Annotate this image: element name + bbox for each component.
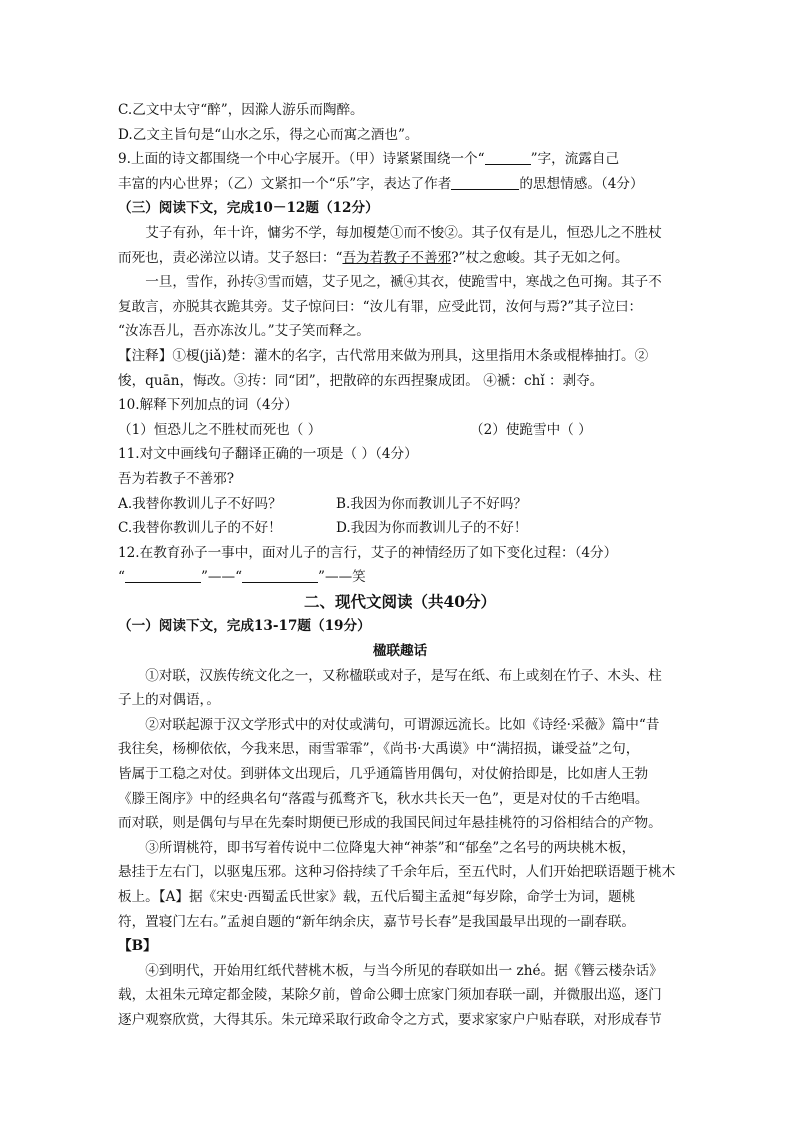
q9-answer-blank-2[interactable] [451, 174, 519, 190]
q12-answer-blank-1[interactable] [125, 567, 201, 583]
question-12-blanks [118, 565, 682, 590]
q12-open-quote: “ [118, 569, 125, 586]
document-page [118, 98, 682, 1033]
q11-option-c[interactable]: C.我替你教训儿子的不好！ [118, 520, 282, 537]
question-11-options-cd [118, 516, 682, 541]
q11-option-b[interactable]: B.我因为你而教训儿子不好吗？ [336, 495, 528, 512]
article-p4-line3: 逐户观察欣赏，大得其乐。朱元璋采取行政命令之方式，要求家家户户贴春联，对形成春节 [118, 1011, 662, 1028]
article-p2-line4: 《滕王阁序》中的经典名句“落霞与孤鹜齐飞，秋水共长天一色”，更是对仗的千古绝唱。 [118, 790, 649, 807]
passage-p1-text-b: ?”杖之愈峻。其子无如之何。 [451, 249, 629, 266]
article-p3-line4: 符，置寝门左右。”孟昶自题的“新年纳余庆，嘉节号长春”是我国最早出现的一副春联。 [118, 913, 636, 930]
q9-text-line2-post: 的思想情感。（4分） [519, 175, 644, 192]
article-p2-line1: ②对联起源于汉文学形式中的对仗或满句，可谓源远流长。比如《诗经·采薇》篇中“昔 [145, 716, 660, 733]
article-title: 楹联趣话 [372, 643, 428, 660]
question-12-title: 12.在教育孙子一事中，面对儿子的言行，艾子的神情经历了如下变化过程：（4分） [118, 544, 618, 561]
q12-mid: ”——“ [200, 569, 243, 586]
article-p3-line1: ③所谓桃符，即书写着传说中二位降鬼大神“神荼”和“郁垒”之名号的两块桃木板， [145, 839, 636, 856]
passage-p1-line2 [118, 246, 682, 271]
question-11-options-ab [118, 492, 682, 517]
article-p2-line2: 我往矣，杨柳依依，今我来思，雨雪霏霏”，《尚书·大禹谟》中“满招损，谦受益”之句， [118, 741, 640, 758]
notes-line1: 【注释】①榎(jiǎ)楚：灌木的名字，古代常用来做为刑具，这里指用木条或棍棒抽打。② [118, 347, 649, 364]
article-p2-line5: 而对联，则是偶句与早在先秦时期便已形成的我国民间过年悬挂桃符的习俗相结合的产物。 [118, 815, 662, 832]
article-p1-line1: ①对联，汉族传统文化之一，又称楹联或对子，是写在纸、布上或刻在竹子、木头、柱 [145, 667, 662, 684]
passage-p2-line1: 一旦，雪作，孙抟③雪而嬉，艾子见之，褫④其衣，使跪雪中，寒战之色可掬。其子不 [145, 274, 662, 291]
passage-p1-text-a: 而死也，责必涕泣以请。艾子怒曰：“ [118, 249, 343, 266]
article-p3-line3: 板上。【A】据《宋史·西蜀孟氏世家》载，五代后蜀主孟昶“每岁除，命学士为词，题桃 [118, 889, 636, 905]
q10-item-2: （2）使跪雪中（ ） [470, 421, 592, 438]
q10-item-1: （1）恒恐儿之不胜杖而死也（ ） [118, 421, 322, 438]
article-p4-line2: 载，太祖朱元璋定都金陵，某除夕前，曾命公卿士庶家门须加春联一副，并微服出巡，逐门 [118, 987, 662, 1004]
question-9-line1 [118, 147, 682, 172]
underlined-sentence: 吾为若教子不善邪 [342, 249, 452, 266]
article-p2-line3: 皆属于工稳之对仗。到骈体文出现后，几乎通篇皆用偶句，对仗俯拾即是，比如唐人王勃 [118, 766, 649, 783]
article-p3-line5: 【B】 [118, 938, 157, 955]
option-c-line: C.乙文中太守“醉”，因滁人游乐而陶醉。 [118, 102, 364, 118]
q9-answer-blank-1[interactable] [485, 149, 531, 165]
q9-text-pre: 9.上面的诗文都围绕一个中心字展开。（甲）诗紧紧围绕一个“ [118, 151, 485, 168]
q11-option-d[interactable]: D.我因为你而教训儿子的不好！ [336, 520, 528, 537]
passage-p1-line1: 艾子有孙，年十许，慵劣不学，每加榎楚①而不悛②。其子仅有是儿，恒恐儿之不胜杖 [145, 224, 662, 241]
article-p3-line2: 悬挂于左右门，以驱鬼压邪。这种习俗持续了千余年后，至五代时，人们开始把联语题于桃木 [118, 864, 676, 881]
q11-option-a[interactable]: A.我替你教训儿子不好吗？ [118, 495, 282, 512]
section-3-title: （三）阅读下文，完成10－12题（12分） [118, 200, 379, 217]
passage-p2-line2: 复敢言，亦脱其衣跪其旁。艾子惊问曰：“汝儿有罪，应受此罚，汝何与焉?”其子泣曰： [118, 298, 643, 315]
question-11-sentence: 吾为若教子不善邪? [118, 470, 235, 487]
question-10-items [118, 418, 682, 443]
subsection-1-title: （一）阅读下文，完成13-17题（19分） [118, 618, 371, 635]
question-10-title: 10.解释下列加点的词（4分） [118, 397, 298, 414]
q12-end: ”——笑 [318, 569, 366, 586]
option-d-line: D.乙文主旨句是“山水之乐，得之心而寓之酒也”。 [118, 126, 419, 143]
article-p4-line1: ④到明代，开始用红纸代替桃木板，与当今所见的春联如出一 zhé。据《簪云楼杂话》 [145, 962, 663, 979]
q9-text-line2-pre: 丰富的内心世界；（乙）文紧扣一个“乐”字，表达了作者 [118, 175, 452, 192]
q12-answer-blank-2[interactable] [242, 567, 318, 583]
question-11-title: 11.对文中画线句子翻译正确的一项是（ ）（4分） [118, 446, 418, 463]
q9-text-mid: ”字，流露自己 [530, 151, 620, 168]
notes-line2: 悛，quān，悔改。③抟：同“团”，把散碎的东西捏聚成团。 ④褫：chǐ ：剥夺。 [118, 372, 604, 389]
question-9-line2 [118, 172, 682, 197]
article-p1-line2: 子上的对偶语，。 [118, 692, 220, 709]
part-2-title: 二、现代文阅读（共40分） [303, 591, 497, 611]
passage-p2-line3: “汝冻吾儿，吾亦冻汝儿。”艾子笑而释之。 [118, 323, 370, 340]
